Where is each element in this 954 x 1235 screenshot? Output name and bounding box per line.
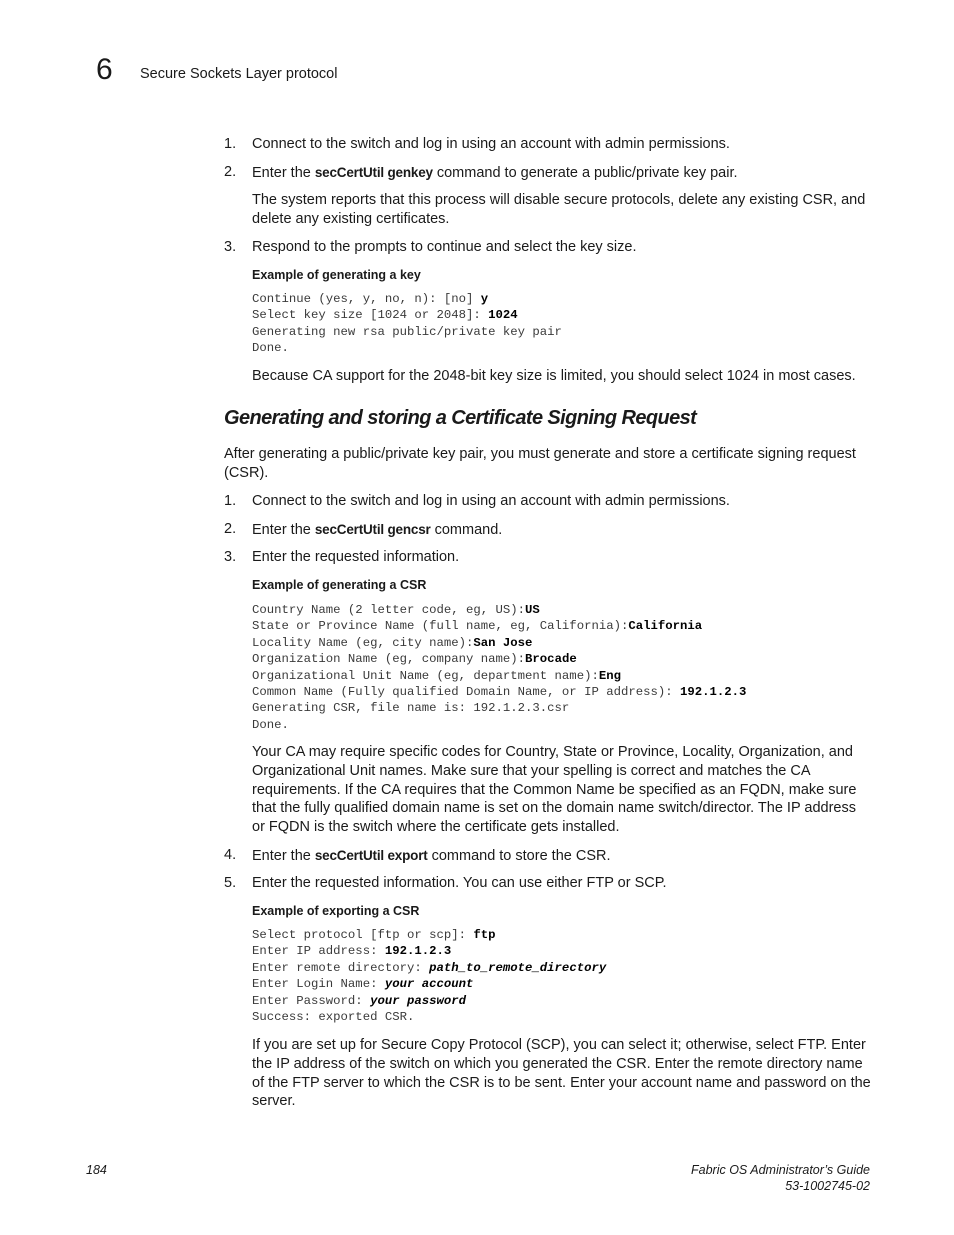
code-line: Select key size [1024 or 2048]: 1024 (252, 308, 518, 323)
code-line: Enter IP address: 192.1.2.3 (252, 944, 452, 959)
code-line: Locality Name (eg, city name):San Jose (252, 635, 533, 650)
step-number: 3. (224, 239, 237, 255)
page-number: 184 (86, 1163, 107, 1177)
command-name: secCertUtil genkey (314, 165, 433, 180)
csr-note: Your CA may require specific codes for Country, State or Province, Locality, Organization, and Organizational Unit names. Make sure that your spelling is correct and matches the CA requirements. If the CA requires that the Common Name be specified as an FQDN, make sure that the fully qualified domain name is set on the domain name switch/director. The IP address or FQDN is the switch where the certificate gets installed. (252, 744, 857, 836)
code-block (252, 927, 606, 1025)
export-note: If you are set up for Secure Copy Protocol (SCP), you can select it; otherwise, select FTP. Enter the IP address of the switch on which you generated the CSR. Enter the remote directory name of the FTP server to which the CSR is to be sent. Enter your account name and password on the server. (252, 1037, 871, 1110)
step-text-post: command to generate a public/private key pair. (432, 165, 738, 181)
key-size-note: Because CA support for the 2048-bit key size is limited, you should select 1024 in most cases. (252, 368, 856, 384)
code-line: State or Province Name (full name, eg, California):California (252, 619, 703, 634)
code-line: Country Name (2 letter code, eg, US):US (252, 603, 540, 617)
code-line: Generating new rsa public/private key pair (252, 324, 562, 339)
code-block (252, 602, 746, 733)
section-heading: Generating and storing a Certificate Signing Request (224, 407, 697, 429)
command-name: secCertUtil export (314, 848, 428, 863)
code-line: Done. (252, 717, 289, 732)
code-block (252, 291, 562, 357)
step-text-pre: Enter the (252, 848, 315, 864)
step-text (252, 163, 738, 183)
step-number: 2. (224, 164, 237, 180)
step-text: Respond to the prompts to continue and select the key size. (252, 239, 637, 255)
step-number: 4. (224, 847, 237, 863)
step-number: 3. (224, 549, 237, 565)
step-text: Connect to the switch and log in using an account with admin permissions. (252, 493, 730, 509)
code-line: Enter Login Name: your account (252, 977, 474, 992)
step-number: 2. (224, 521, 237, 537)
code-line: Done. (252, 341, 289, 356)
step-text-post: command to store the CSR. (427, 848, 611, 864)
code-line: Enter Password: your password (252, 993, 467, 1008)
chapter-number: 6 (96, 53, 113, 86)
step-text: Enter the requested information. You can use either FTP or SCP. (252, 875, 667, 891)
step-text: Enter the requested information. (252, 549, 460, 565)
code-line: Generating CSR, file name is: 192.1.2.3.csr (252, 701, 570, 716)
chapter-title: Secure Sockets Layer protocol (140, 66, 338, 82)
code-line: Common Name (Fully qualified Domain Name, or IP address): 192.1.2.3 (252, 685, 747, 700)
example-heading: Example of generating a key (252, 268, 421, 282)
step-text-pre: Enter the (252, 522, 315, 538)
code-line: Select protocol [ftp or scp]: ftp (252, 928, 496, 942)
example-heading: Example of generating a CSR (252, 578, 427, 592)
code-line: Organizational Unit Name (eg, department name):Eng (252, 668, 621, 683)
doc-title: Fabric OS Administrator’s Guide (691, 1163, 870, 1177)
code-line: Success: exported CSR. (252, 1010, 415, 1025)
section-intro: After generating a public/private key pair, you must generate and store a certificate signing request (CSR). (224, 446, 856, 481)
step-text (252, 846, 611, 866)
step-number: 5. (224, 875, 237, 891)
step-text (252, 520, 502, 540)
code-line: Organization Name (eg, company name):Brocade (252, 652, 577, 667)
step-number: 1. (224, 493, 237, 509)
code-line: Continue (yes, y, no, n): [no] y (252, 292, 489, 306)
example-heading: Example of exporting a CSR (252, 904, 420, 918)
step-text-post: command. (430, 522, 503, 538)
step-text: Connect to the switch and log in using an account with admin permissions. (252, 136, 730, 152)
step-note: The system reports that this process will disable secure protocols, delete any existing CSR, and delete any existing certificates. (252, 192, 866, 227)
step-number: 1. (224, 136, 237, 152)
command-name: secCertUtil gencsr (314, 522, 431, 537)
code-line: Enter remote directory: path_to_remote_directory (252, 960, 607, 975)
doc-number: 53-1002745-02 (785, 1179, 870, 1193)
step-text-pre: Enter the (252, 165, 315, 181)
